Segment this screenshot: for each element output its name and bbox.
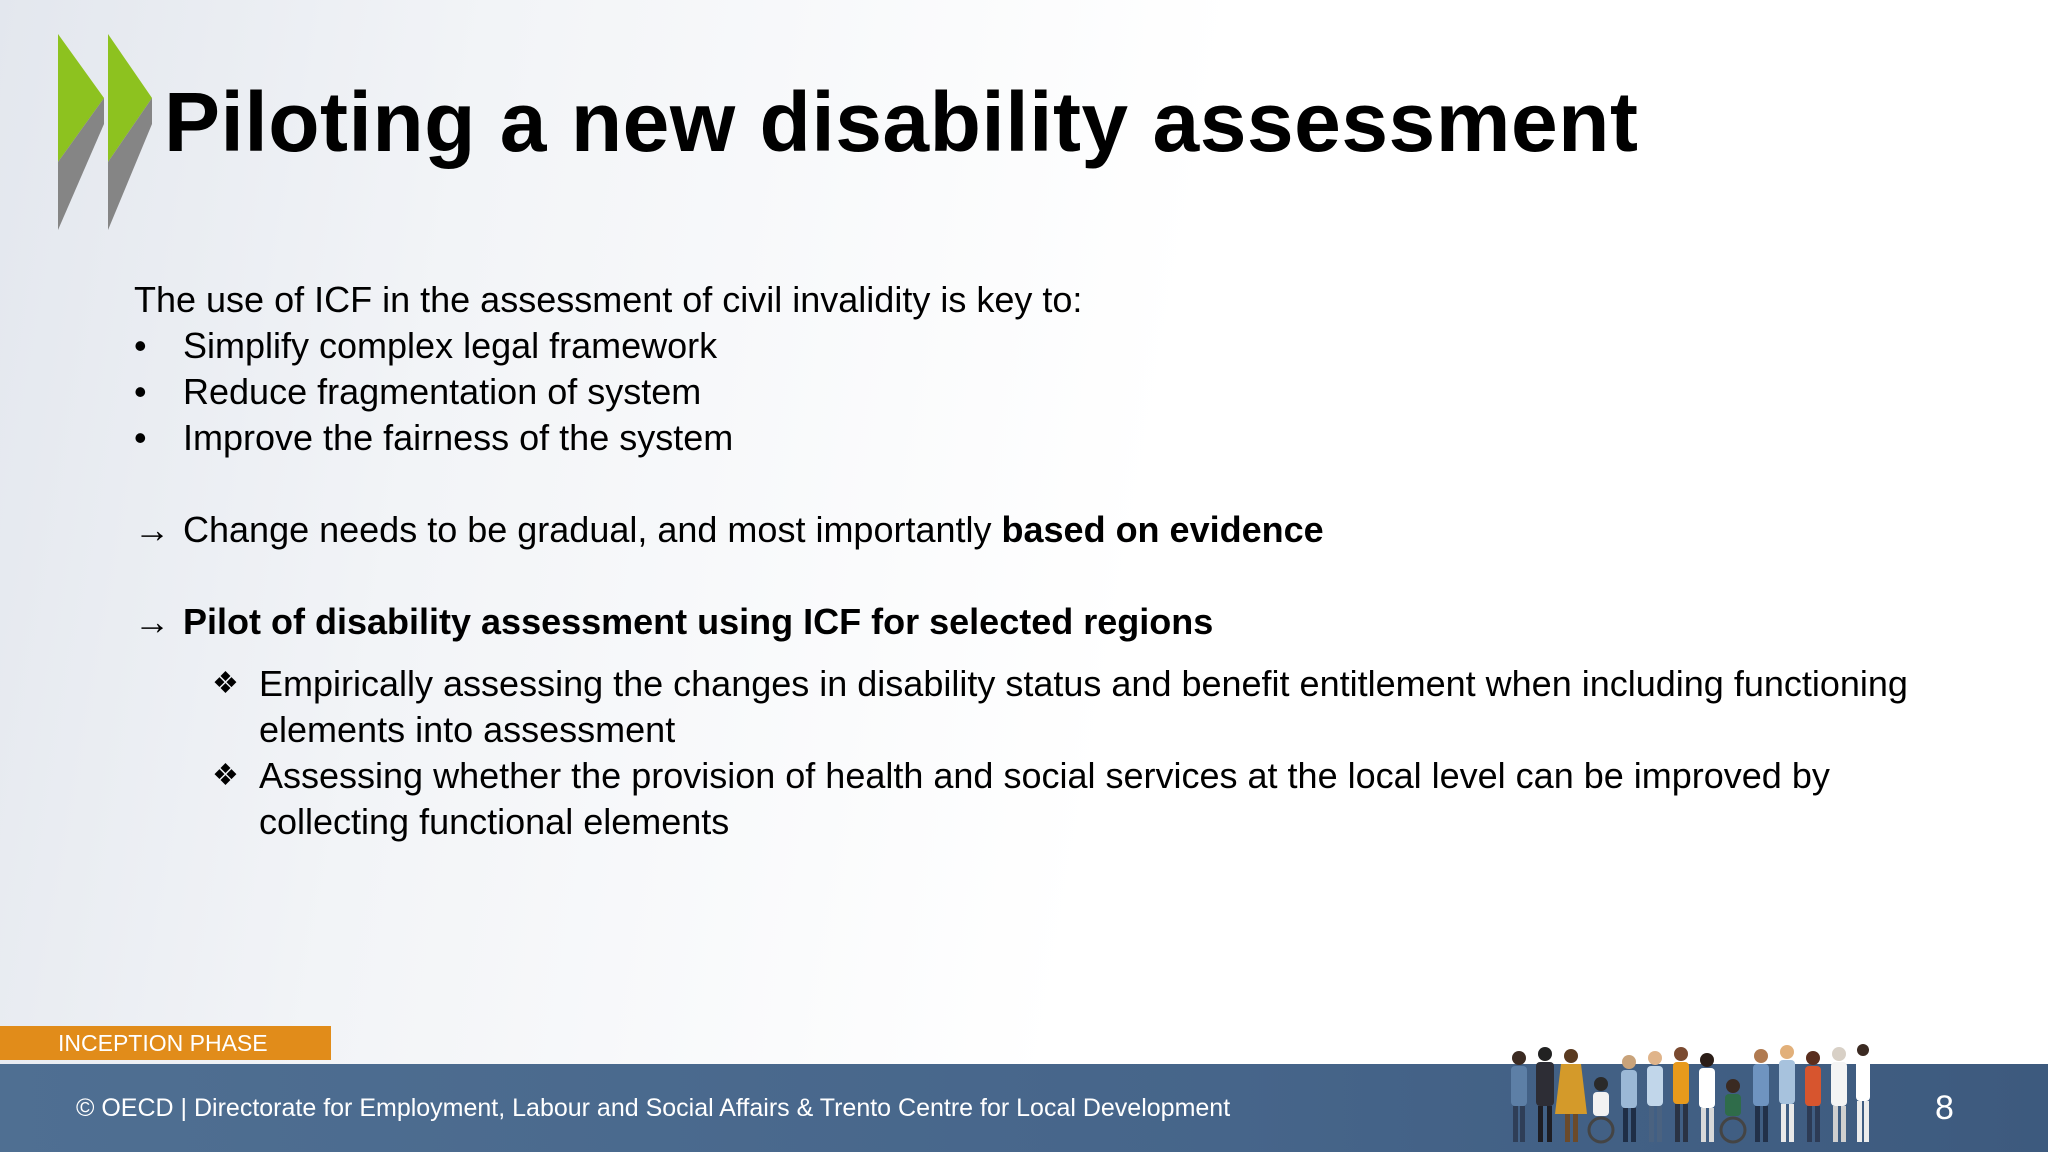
- sub-list-item: [212, 753, 1934, 845]
- sub-list-text: Assessing whether the provision of health and social services at the local level can be improved by collecting functional elements: [259, 755, 1830, 842]
- arrow-right-icon: →: [134, 509, 170, 550]
- sub-list: [212, 661, 1934, 845]
- page-number: 8: [1935, 1089, 1954, 1127]
- bullet-text: Reduce fragmentation of system: [183, 371, 702, 412]
- bullet-item: [134, 415, 1934, 461]
- arrow-right-icon: →: [134, 601, 170, 642]
- bullet-text: Improve the fairness of the system: [183, 417, 734, 458]
- phase-tag: INCEPTION PHASE: [0, 1026, 331, 1060]
- four-diamond-bullet-icon: ❖: [212, 759, 239, 792]
- footer-bar: [0, 1064, 2048, 1152]
- bullet-dot-icon: •: [134, 371, 147, 412]
- arrow-statement-bold: based on evidence: [1001, 509, 1324, 550]
- bullet-item: [134, 369, 1934, 415]
- arrow-statement-evidence: [134, 507, 1934, 553]
- people-group-illustration-icon: [1505, 1040, 1875, 1144]
- sub-list-item: [212, 661, 1934, 753]
- arrow-statement-bold: Pilot of disability assessment using ICF for selected regions: [183, 601, 1214, 642]
- oecd-chevrons-logo-icon: [54, 34, 158, 234]
- arrow-statement-text: Change needs to be gradual, and most importantly: [183, 509, 1002, 550]
- four-diamond-bullet-icon: ❖: [212, 667, 239, 700]
- slide-title: Piloting a new disability assessment: [164, 75, 1639, 169]
- intro-text: The use of ICF in the assessment of civil invalidity is key to:: [134, 279, 1083, 320]
- sub-list-text: Empirically assessing the changes in disability status and benefit entitlement when including functioning elements into assessment: [259, 663, 1908, 750]
- bullet-item: [134, 323, 1934, 369]
- bullet-text: Simplify complex legal framework: [183, 325, 718, 366]
- bullet-dot-icon: •: [134, 417, 147, 458]
- slide-body: [134, 277, 1934, 845]
- bullet-dot-icon: •: [134, 325, 147, 366]
- footer-copyright: © OECD | Directorate for Employment, Labour and Social Affairs & Trento Centre for Local Development: [76, 1094, 1231, 1122]
- arrow-statement-pilot: [134, 599, 1934, 645]
